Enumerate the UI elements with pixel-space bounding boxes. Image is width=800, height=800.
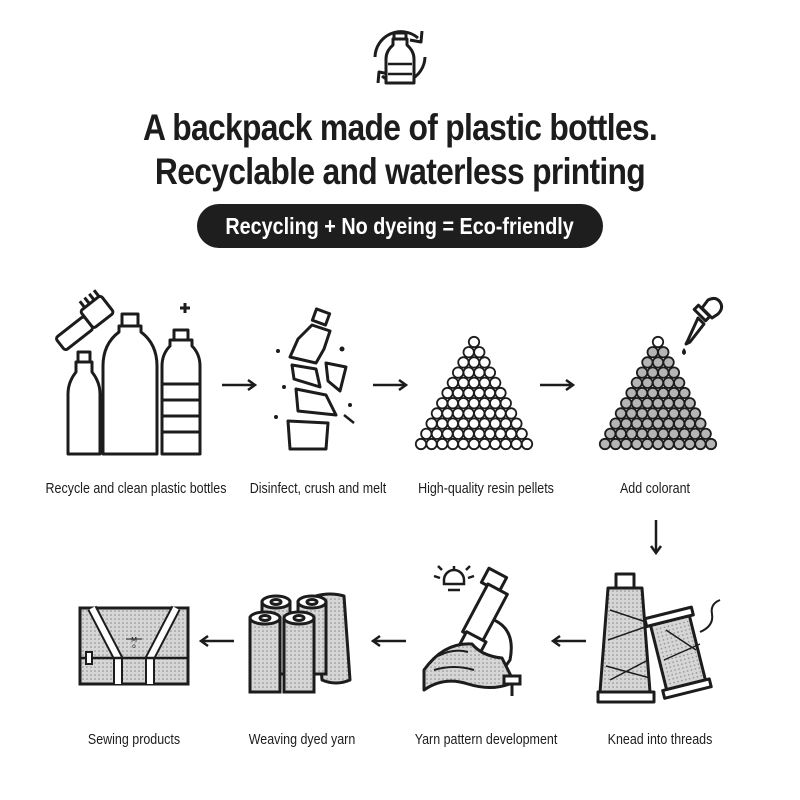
pellet [448, 439, 458, 449]
pellet [437, 398, 447, 408]
pellet [437, 439, 447, 449]
pellet [642, 378, 652, 388]
pellet [648, 347, 658, 357]
title-line-1: A backpack made of plastic bottles. [142, 107, 658, 148]
step-label-threads: Knead into threads [607, 732, 713, 748]
pellet [479, 357, 489, 367]
arrow-right-3 [540, 378, 576, 392]
pellet [506, 429, 516, 439]
backpack-panel-icon [78, 606, 190, 686]
plastic-bottles-icon [52, 290, 212, 460]
pellet [469, 357, 479, 367]
pellet [469, 378, 479, 388]
pellet [621, 439, 631, 449]
pellet [674, 439, 684, 449]
pellet [695, 418, 705, 428]
pellet [663, 418, 673, 428]
pellet [474, 408, 484, 418]
pellet [464, 429, 474, 439]
pellet [474, 367, 484, 377]
microscope-icon [418, 570, 534, 700]
pellet [453, 429, 463, 439]
pellet [637, 367, 647, 377]
recycle-bottle-icon [362, 22, 438, 92]
pellet [648, 388, 658, 398]
pellet [490, 418, 500, 428]
pellet [458, 378, 468, 388]
pellet [663, 378, 673, 388]
pellet [517, 429, 527, 439]
pellet [479, 378, 489, 388]
pellet [474, 388, 484, 398]
pellet [653, 398, 663, 408]
pellet [605, 429, 615, 439]
pellet [663, 357, 673, 367]
pellet [479, 398, 489, 408]
pellet [648, 367, 658, 377]
pellet [621, 418, 631, 428]
pellet [469, 418, 479, 428]
crushed-bottle-icon [270, 305, 360, 455]
pellet [416, 439, 426, 449]
pellet [421, 429, 431, 439]
pellet [501, 439, 511, 449]
pellet [458, 398, 468, 408]
pellet [663, 439, 673, 449]
pellet [669, 408, 679, 418]
pellet [464, 408, 474, 418]
step-label-crush: Disinfect, crush and melt [249, 481, 387, 497]
pellet [490, 439, 500, 449]
pellet [479, 418, 489, 428]
pellet [600, 439, 610, 449]
pellet [669, 367, 679, 377]
step-label-colorant: Add colorant [619, 481, 691, 497]
pellet [469, 337, 479, 347]
pellet [432, 408, 442, 418]
pellet [642, 357, 652, 367]
tagline-pill [197, 204, 603, 248]
pellet [695, 439, 705, 449]
pellet [653, 378, 663, 388]
pellet [437, 418, 447, 428]
pellet [501, 398, 511, 408]
pellet [658, 347, 668, 357]
pellet [495, 429, 505, 439]
tagline-text: Recycling + No dyeing = Eco-friendly [225, 213, 575, 239]
arrow-left-3 [198, 634, 234, 648]
pellet [658, 388, 668, 398]
pellet [469, 398, 479, 408]
pellet [426, 418, 436, 428]
pellet [632, 418, 642, 428]
pellet [626, 429, 636, 439]
pellet [626, 408, 636, 418]
pellet [653, 337, 663, 347]
pellet [648, 429, 658, 439]
pellet [610, 418, 620, 428]
pellet [522, 439, 532, 449]
pellet [658, 367, 668, 377]
pellet [464, 388, 474, 398]
arrow-down [649, 520, 663, 556]
pellet [490, 398, 500, 408]
pellet [485, 408, 495, 418]
pellet [458, 418, 468, 428]
pellet [637, 408, 647, 418]
pellet [453, 408, 463, 418]
pellet [642, 418, 652, 428]
pellet [669, 429, 679, 439]
title-line-2: Recyclable and waterless printing [154, 151, 646, 192]
pellet [648, 408, 658, 418]
step-label-pellets: High-quality resin pellets [418, 481, 554, 497]
resin-pellets-icon [394, 334, 554, 458]
pellet [485, 367, 495, 377]
pellet [632, 439, 642, 449]
pellet [658, 408, 668, 418]
pellet [616, 408, 626, 418]
pellet [669, 388, 679, 398]
pellet [501, 418, 511, 428]
yarn-rolls-icon [246, 590, 356, 698]
arrow-right-2 [373, 378, 409, 392]
pellet [637, 429, 647, 439]
pellet [464, 347, 474, 357]
pellet [690, 408, 700, 418]
svg-text:M: M [130, 636, 138, 644]
pellet [490, 378, 500, 388]
pellet [642, 398, 652, 408]
step-label-pattern: Yarn pattern development [414, 732, 558, 748]
pellet [458, 439, 468, 449]
dropper-icon [676, 294, 728, 356]
pellet [706, 439, 716, 449]
pellet [685, 439, 695, 449]
pellet [442, 408, 452, 418]
pellet [701, 429, 711, 439]
pellet [626, 388, 636, 398]
pellet [632, 398, 642, 408]
svg-text:o: o [132, 643, 136, 650]
arrow-left-1 [550, 634, 586, 648]
thread-spools-icon [596, 570, 726, 710]
arrow-right-1 [222, 378, 258, 392]
pellet [674, 418, 684, 428]
pellet [495, 408, 505, 418]
pellet [621, 398, 631, 408]
pellet [653, 357, 663, 367]
pellet [674, 398, 684, 408]
pellet [453, 367, 463, 377]
pellet [511, 439, 521, 449]
pellet [616, 429, 626, 439]
pellet [453, 388, 463, 398]
pellet [464, 367, 474, 377]
pellet [685, 418, 695, 428]
pellet [653, 439, 663, 449]
pellet [674, 378, 684, 388]
pellet [432, 429, 442, 439]
pellet [685, 398, 695, 408]
pellet [511, 418, 521, 428]
pellet [663, 398, 673, 408]
arrow-left-2 [370, 634, 406, 648]
pellet [469, 439, 479, 449]
step-label-weaving: Weaving dyed yarn [248, 732, 356, 748]
pellet [474, 347, 484, 357]
pellet [679, 408, 689, 418]
step-label-sewing: Sewing products [87, 732, 181, 748]
pellet [658, 429, 668, 439]
pellet [637, 388, 647, 398]
pellet [442, 388, 452, 398]
pellet [442, 429, 452, 439]
pellet [474, 429, 484, 439]
pellet [653, 418, 663, 428]
pellet [495, 388, 505, 398]
pellet [632, 378, 642, 388]
pellet [458, 357, 468, 367]
pellet [479, 439, 489, 449]
pellet [679, 388, 689, 398]
pellet [448, 378, 458, 388]
pellet [448, 418, 458, 428]
pellet [610, 439, 620, 449]
pellet [642, 439, 652, 449]
pellet [426, 439, 436, 449]
pellet [485, 429, 495, 439]
pellet [448, 398, 458, 408]
step-label-recycle: Recycle and clean plastic bottles [45, 481, 227, 497]
pellet [506, 408, 516, 418]
pellet [485, 388, 495, 398]
pellet [690, 429, 700, 439]
pellet [679, 429, 689, 439]
